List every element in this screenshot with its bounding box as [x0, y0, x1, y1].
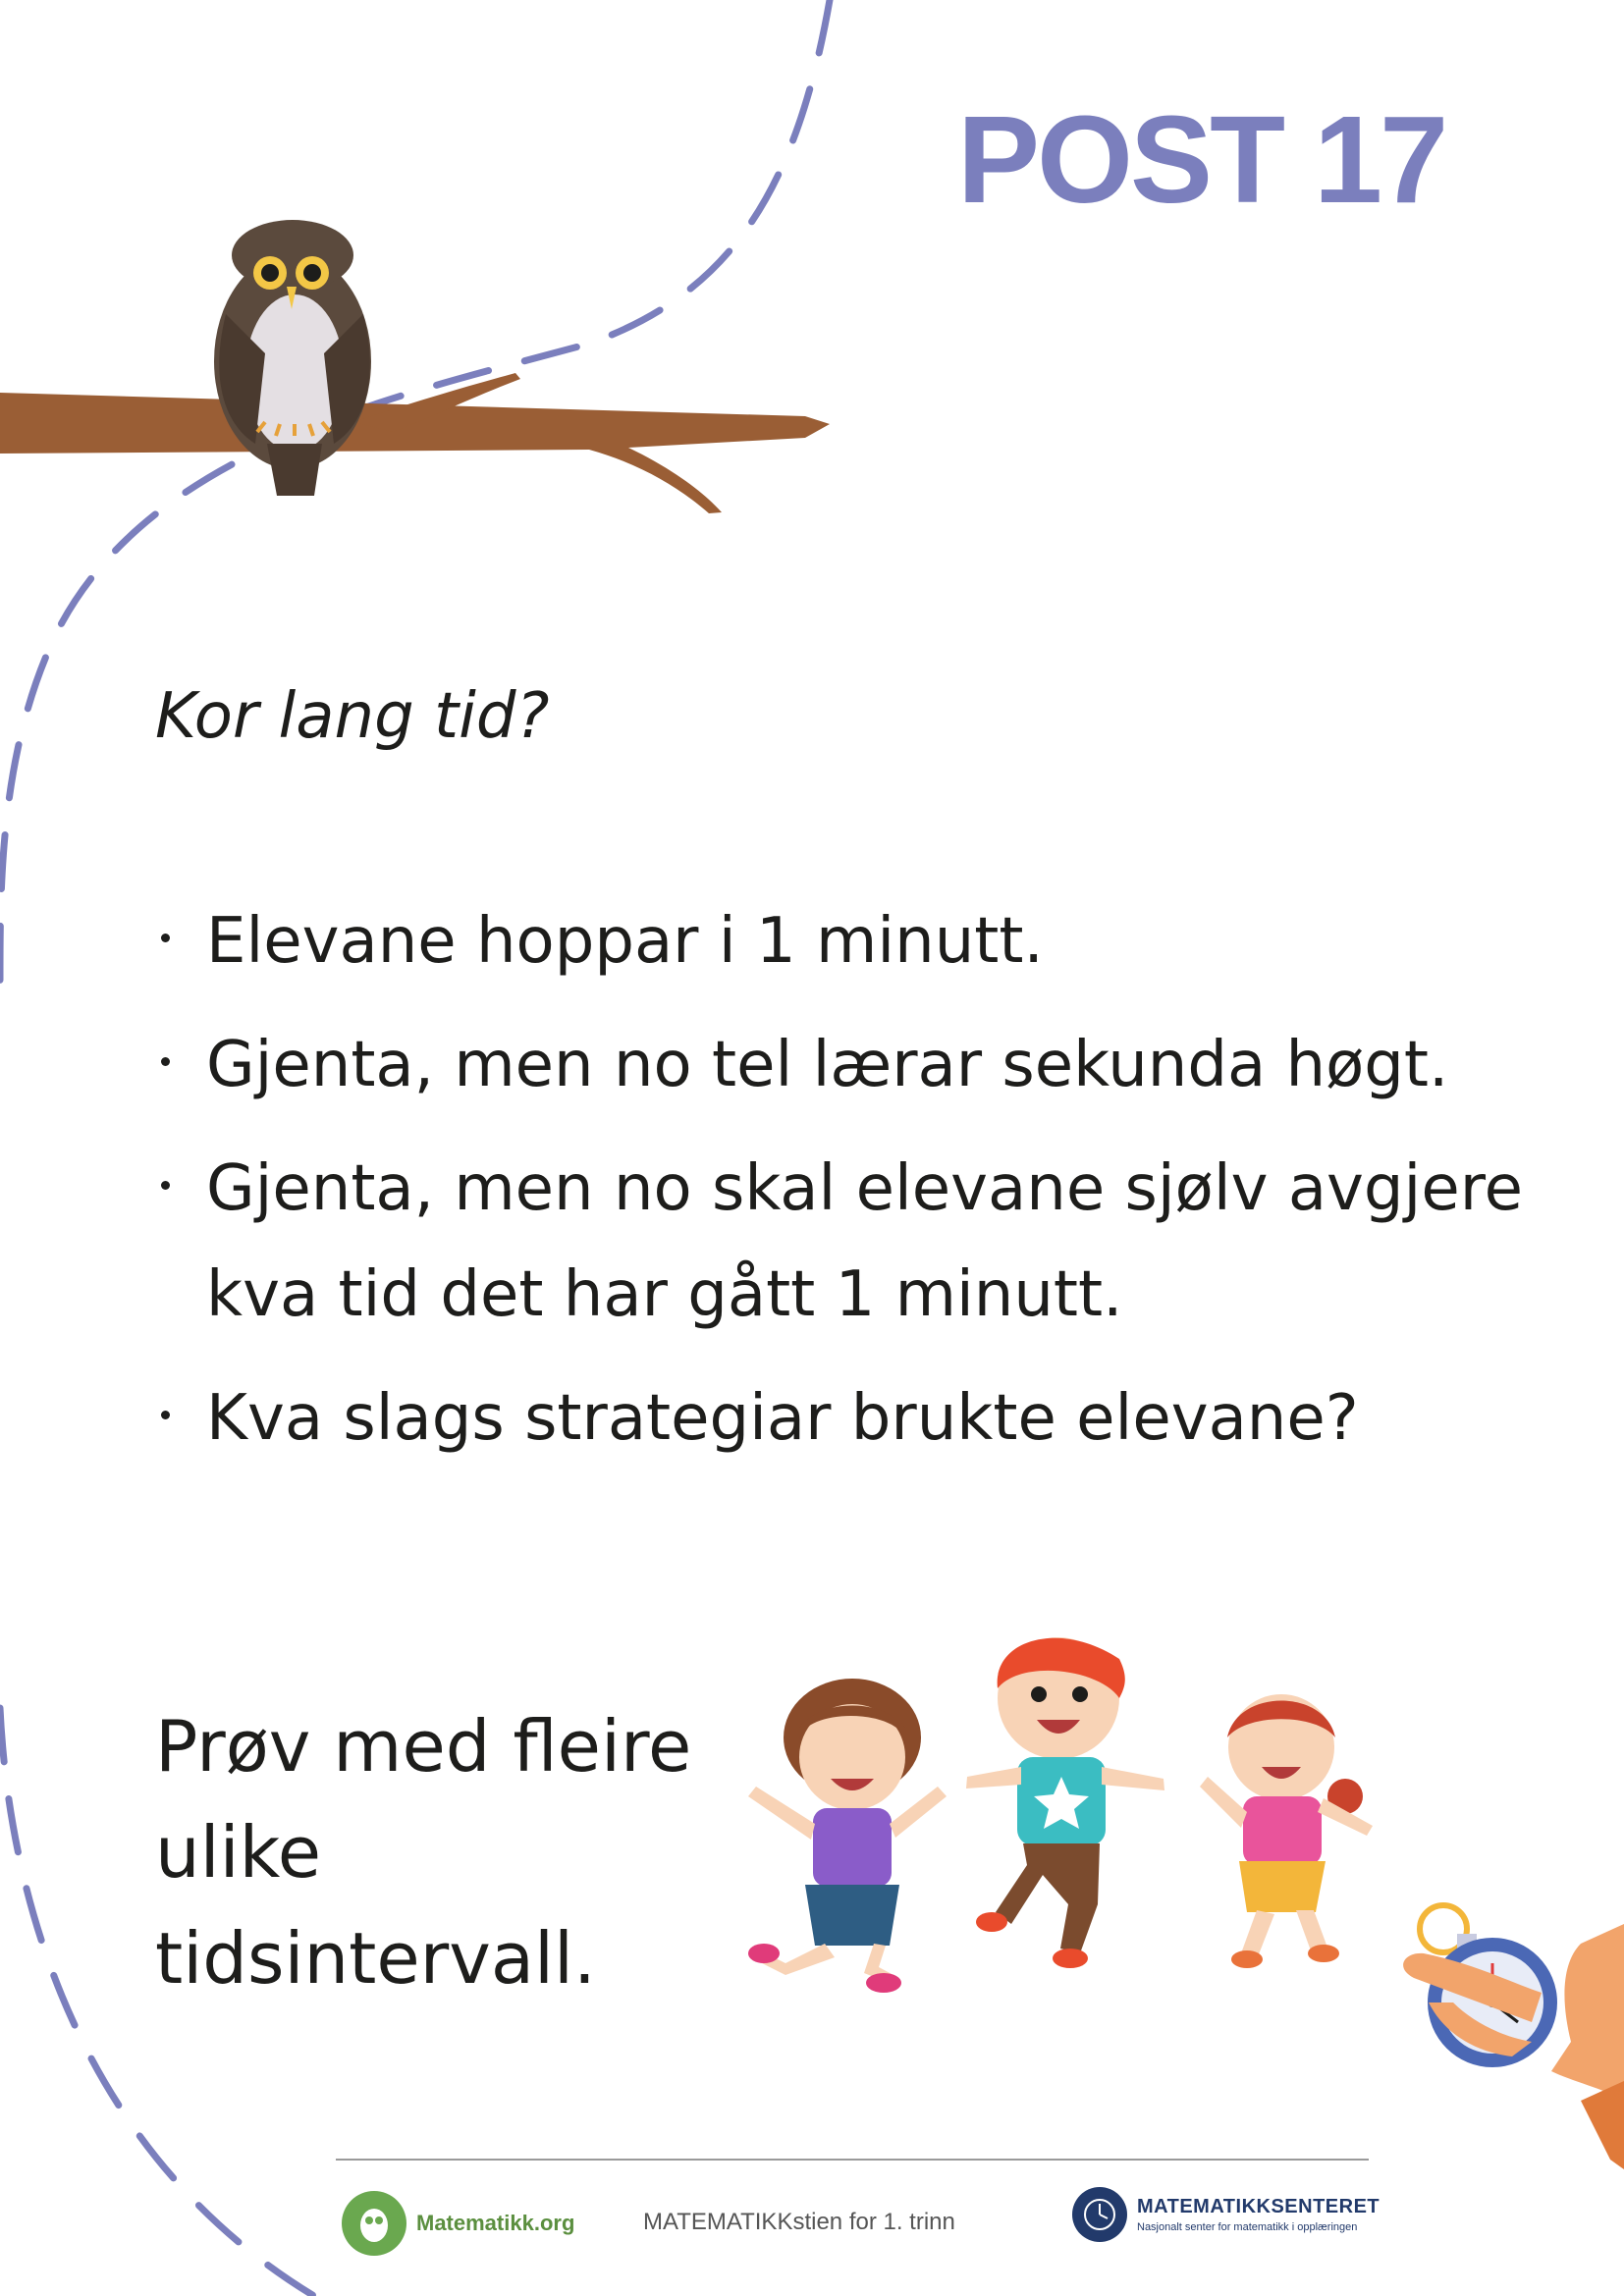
footer-center-text: MATEMATIKKstien for 1. trinn	[643, 2209, 955, 2235]
matematikksenteret-name: MATEMATIKKSENTERET	[1137, 2196, 1380, 2217]
matematikksenteret-subtitle: Nasjonalt senter for matematikk i opplæringen	[1137, 2221, 1358, 2233]
list-item: Elevane hoppar i 1 minutt.	[155, 888, 1549, 994]
clock-logo-icon	[1072, 2187, 1127, 2242]
list-item: Kva slags strategiar brukte elevane?	[155, 1365, 1549, 1471]
matematikk-org-logo	[342, 2191, 574, 2256]
footer-divider	[336, 2159, 1369, 2161]
list-item: Gjenta, men no tel lærar sekunda høgt.	[155, 1012, 1549, 1118]
matematikksenteret-logo	[1072, 2187, 1380, 2242]
owl-logo-icon	[342, 2191, 406, 2256]
list-item: Gjenta, men no skal elevane sjølv avgjere kva tid det har gått 1 minutt.	[155, 1136, 1549, 1348]
try-text: Prøv med fleire ulike tidsintervall.	[155, 1705, 692, 2000]
matematikk-org-name: Matematikk.org	[416, 2211, 575, 2235]
instruction-list	[155, 888, 1549, 1471]
post-title: POST 17	[957, 90, 1446, 229]
task-heading: Kor lang tid?	[155, 680, 550, 753]
